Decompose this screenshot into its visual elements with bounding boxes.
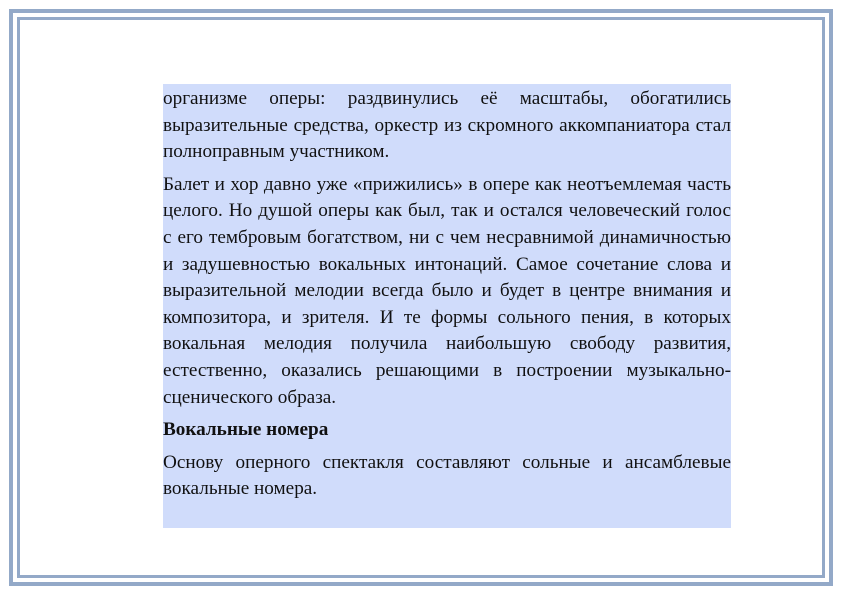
- text-box: [163, 84, 731, 528]
- section-heading: Вокальные номера: [163, 419, 329, 441]
- paragraph-vocal-numbers: Основу оперного спектакля составляют сольные и ансамблевые вокальные номера.: [163, 451, 731, 500]
- paragraph-opera-scope: организме оперы: раздвинулись её масштабы, обогатились выразительные средства, оркестр из скромного аккомпаниатора стал полноправным участником.: [163, 88, 731, 163]
- paragraph-voice: Балет и хор давно уже «прижились» в опере как неотъемлемая часть целого. Но душой оперы как был, так и остался человеческий голос с его тембровым богатством, ни с чем несравнимой динамичностью и задушевностью вокальных интонаций. Самое сочетание слова и выразительной мелодии всегда было и будет в центре внимания и композитора, и зрителя. И те формы сольного пения, в которых вокальная мелодия получила наибольшую свободу развития, естественно, оказались решающими в построении музыкально-сценического образа.: [163, 173, 731, 408]
